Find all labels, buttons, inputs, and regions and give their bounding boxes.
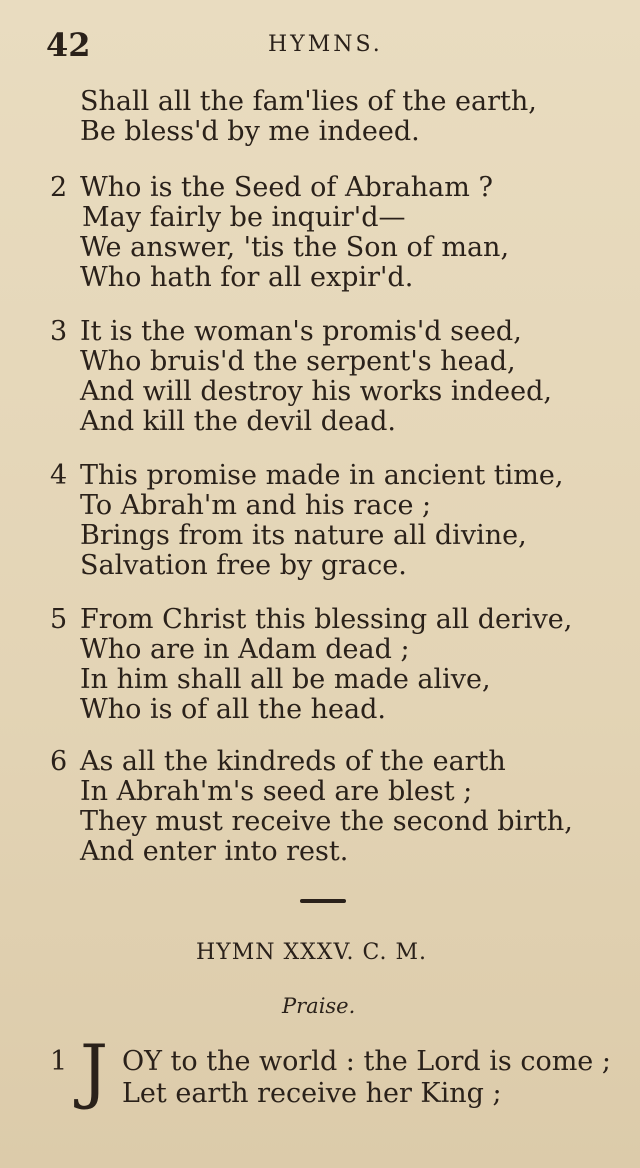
hymn-title: HYMN XXXV. C. M. xyxy=(196,940,428,965)
verse-line: They must receive the second birth, xyxy=(80,806,573,837)
verse-line: Brings from its nature all divine, xyxy=(80,520,527,551)
verse-line: Who is of all the head. xyxy=(80,694,386,725)
verse-line: As all the kindreds of the earth xyxy=(80,746,506,777)
verse-line: We answer, 'tis the Son of man, xyxy=(80,232,510,263)
verse-line: Salvation free by grace. xyxy=(80,550,407,581)
verse-line: Shall all the fam'lies of the earth, xyxy=(80,86,537,117)
verse-line: Who bruis'd the serpent's head, xyxy=(80,346,516,377)
verse-line: In him shall all be made alive, xyxy=(80,664,491,695)
verse-line: To Abrah'm and his race ; xyxy=(80,490,432,521)
running-head: HYMNS. xyxy=(268,32,383,57)
section-divider xyxy=(300,899,346,903)
stanza-number: 3 xyxy=(50,316,68,347)
verse-line: OY to the world : the Lord is come ; xyxy=(122,1046,611,1077)
verse-line: Be bless'd by me indeed. xyxy=(80,116,420,147)
verse-line: Who is the Seed of Abraham ? xyxy=(80,172,493,203)
verse-line: In Abrah'm's seed are blest ; xyxy=(80,776,473,807)
stanza-number: 2 xyxy=(50,172,68,203)
verse-line: And will destroy his works indeed, xyxy=(80,376,552,407)
stanza-number: 1 xyxy=(50,1046,68,1077)
verse-line: Who hath for all expir'd. xyxy=(80,262,414,293)
hymn-subtitle: Praise. xyxy=(282,994,356,1018)
verse-line: And enter into rest. xyxy=(80,836,349,867)
verse-line: Let earth receive her King ; xyxy=(122,1078,502,1109)
stanza-number: 4 xyxy=(50,460,68,491)
verse-line: Who are in Adam dead ; xyxy=(80,634,410,665)
page-number: 42 xyxy=(46,26,91,64)
verse-line: From Christ this blessing all derive, xyxy=(80,604,573,635)
drop-cap: J xyxy=(80,1030,109,1112)
stanza-number: 5 xyxy=(50,604,68,635)
verse-line: May fairly be inquir'd— xyxy=(82,202,406,233)
verse-line: And kill the devil dead. xyxy=(80,406,396,437)
verse-line: This promise made in ancient time, xyxy=(80,460,564,491)
stanza-number: 6 xyxy=(50,746,68,777)
verse-line: It is the woman's promis'd seed, xyxy=(80,316,522,347)
